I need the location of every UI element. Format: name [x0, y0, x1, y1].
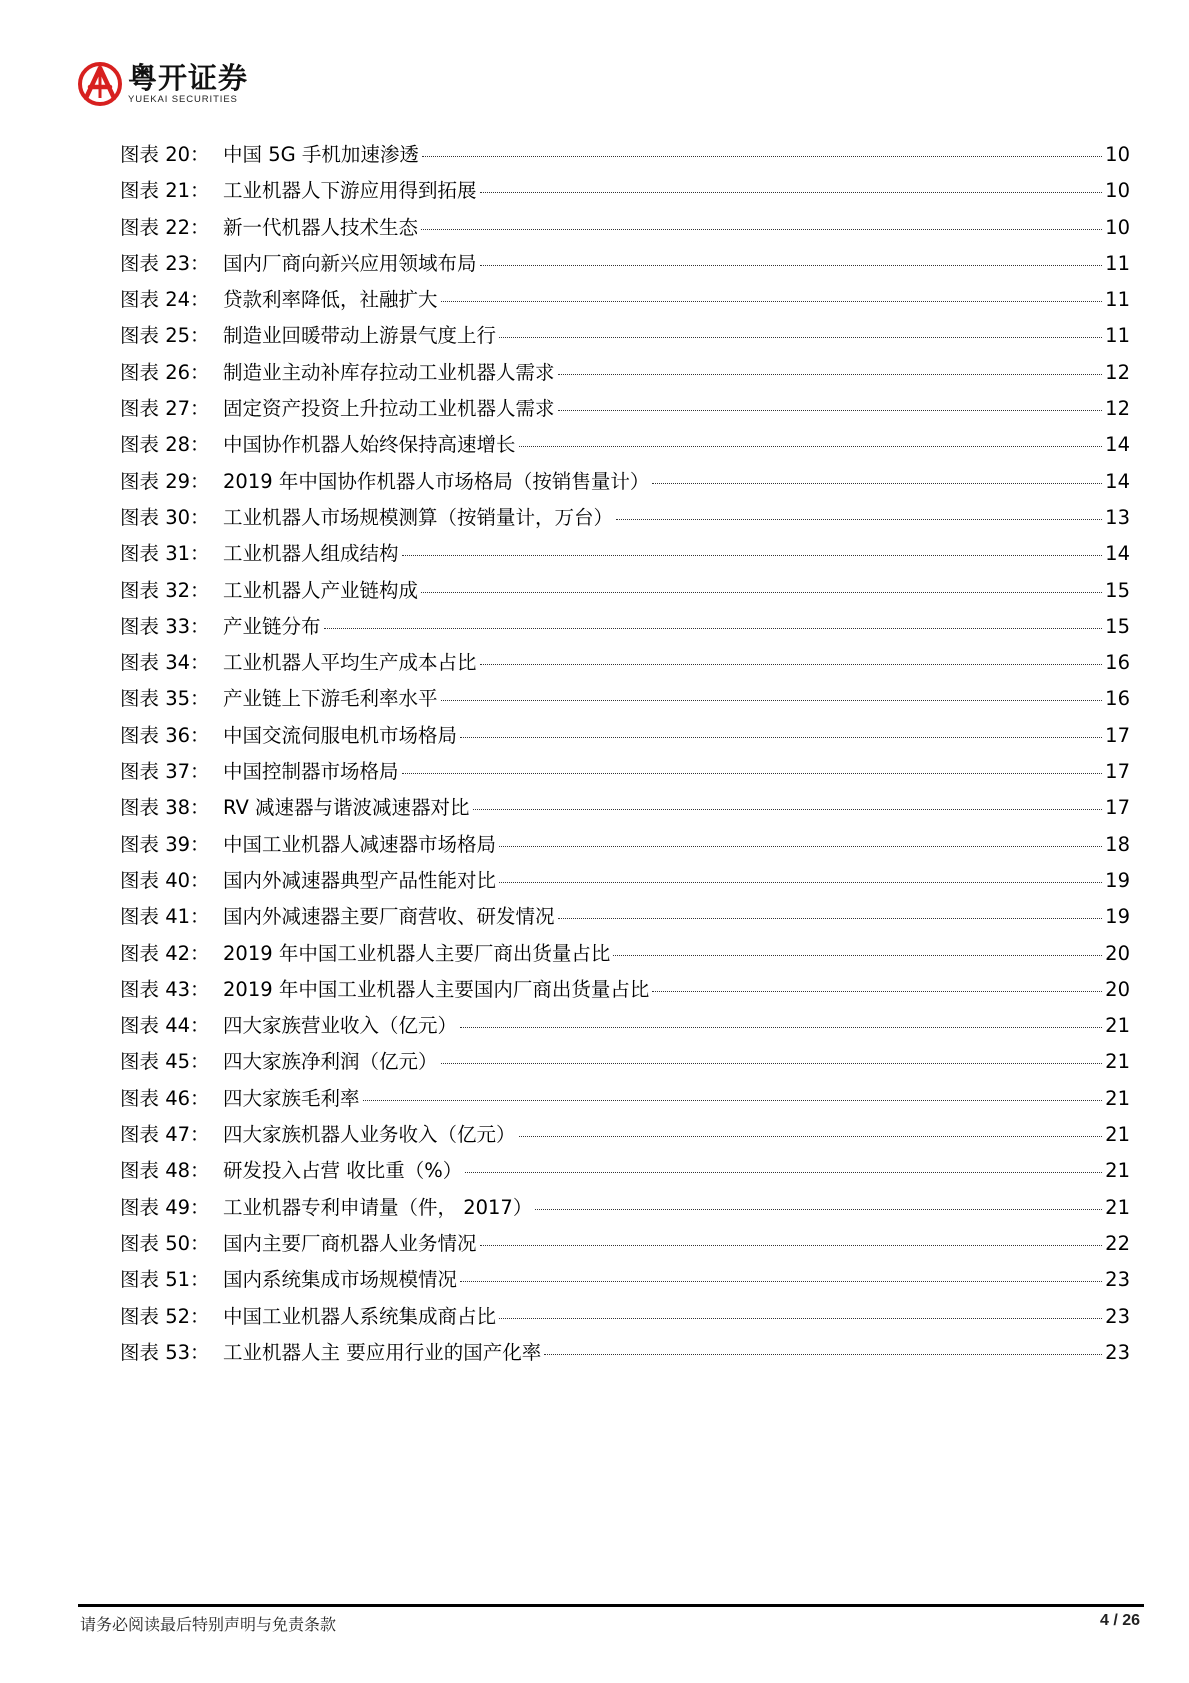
- toc-entry[interactable]: [120, 754, 1130, 790]
- toc-entry-label: 图表 36：: [120, 723, 210, 747]
- company-logo: [78, 60, 248, 108]
- toc-entry-title: 中国工业机器人系统集成商占比: [223, 1304, 497, 1328]
- toc-dot-leader: [558, 410, 1103, 411]
- toc-entry-label: 图表 50：: [120, 1231, 210, 1255]
- toc-dot-leader: [460, 1027, 1102, 1028]
- page-number: 4 / 26: [1099, 1612, 1140, 1629]
- toc-entry-title: 国内主要厂商机器人业务情况: [223, 1231, 477, 1255]
- toc-entry-page: 10: [1105, 143, 1130, 166]
- toc-dot-leader: [499, 882, 1102, 883]
- toc-entry-title: 产业链分布: [223, 614, 321, 638]
- toc-entry[interactable]: [120, 1081, 1130, 1117]
- toc-entry-page: 11: [1105, 288, 1130, 312]
- toc-entry-page: 10: [1105, 179, 1130, 203]
- toc-entry[interactable]: [120, 173, 1130, 209]
- toc-entry-title: 四大家族净利润（亿元）: [223, 1050, 438, 1074]
- toc-entry-title: 研发投入占营 收比重（%）: [223, 1159, 463, 1183]
- toc-entry-label: 图表 23：: [120, 251, 210, 275]
- toc-entry-page: 15: [1105, 578, 1130, 602]
- toc-dot-leader: [499, 1318, 1102, 1319]
- toc-entry-page: 11: [1105, 324, 1130, 348]
- footer-disclaimer: 请务必阅读最后特别声明与免责条款: [80, 1615, 337, 1634]
- toc-entry[interactable]: [120, 318, 1130, 354]
- logo-text: [128, 62, 248, 106]
- toc-dot-leader: [441, 700, 1103, 701]
- toc-entry-title: 固定资产投资上升拉动工业机器人需求: [223, 397, 555, 421]
- toc-entry-label: 图表 22：: [120, 215, 210, 239]
- toc-entry-label: 图表 47：: [120, 1123, 210, 1147]
- toc-dot-leader: [480, 265, 1103, 266]
- toc-dot-leader: [480, 1245, 1103, 1246]
- toc-entry-label: 图表 34：: [120, 651, 210, 675]
- toc-entry[interactable]: [120, 645, 1130, 681]
- toc-entry-title: 国内厂商向新兴应用领域布局: [223, 251, 477, 275]
- yuekai-logo-icon: [78, 62, 122, 106]
- toc-entry-page: 20: [1105, 977, 1130, 1001]
- toc-dot-leader: [324, 628, 1103, 629]
- toc-dot-leader: [616, 519, 1102, 520]
- toc-entry[interactable]: [120, 790, 1130, 826]
- toc-entry-title: 贷款利率降低，社融扩大: [223, 288, 438, 312]
- toc-dot-leader: [465, 1172, 1102, 1173]
- toc-dot-leader: [544, 1354, 1102, 1355]
- toc-dot-leader: [613, 955, 1102, 956]
- toc-entry-page: 17: [1105, 796, 1130, 820]
- toc-entry-title: 工业机器专利申请量（件， 2017）: [223, 1195, 533, 1219]
- toc-entry-label: 图表 28：: [120, 433, 210, 457]
- toc-entry[interactable]: [120, 1008, 1130, 1044]
- footer-divider: [78, 1604, 1144, 1607]
- toc-entry-page: 23: [1105, 1268, 1130, 1292]
- toc-dot-leader: [421, 592, 1102, 593]
- toc-dot-leader: [535, 1209, 1102, 1210]
- toc-entry-page: 14: [1105, 433, 1130, 457]
- toc-entry[interactable]: [120, 609, 1130, 645]
- toc-entry-label: 图表 25：: [120, 324, 210, 348]
- toc-entry[interactable]: [120, 863, 1130, 899]
- toc-entry-page: 19: [1105, 868, 1130, 892]
- toc-entry-title: 国内外减速器主要厂商营收、研发情况: [223, 905, 555, 929]
- toc-entry-label: 图表 43：: [120, 977, 210, 1001]
- toc-entry-page: 22: [1105, 1231, 1130, 1255]
- toc-entry-page: 20: [1105, 941, 1130, 965]
- toc-entry-title: 工业机器人产业链构成: [223, 578, 419, 602]
- toc-dot-leader: [441, 301, 1103, 302]
- toc-entry[interactable]: [120, 1299, 1130, 1335]
- toc-entry-title: 2019 年中国工业机器人主要国内厂商出货量占比: [223, 977, 650, 1001]
- toc-dot-leader: [652, 991, 1102, 992]
- toc-entry-label: 图表 37：: [120, 760, 210, 784]
- toc-entry[interactable]: [120, 1044, 1130, 1080]
- toc-entry-page: 17: [1105, 760, 1130, 784]
- toc-entry[interactable]: [120, 282, 1130, 318]
- toc-entry-label: 图表 45：: [120, 1050, 210, 1074]
- toc-dot-leader: [558, 918, 1103, 919]
- toc-entry[interactable]: [120, 681, 1130, 717]
- toc-entry-label: 图表 42：: [120, 941, 210, 965]
- toc-entry-page: 16: [1105, 651, 1130, 675]
- toc-entry-label: 图表 40：: [120, 868, 210, 892]
- toc-entry-page: 21: [1105, 1159, 1130, 1183]
- toc-entry-label: 图表 52：: [120, 1304, 210, 1328]
- toc-entry-title: 制造业主动补库存拉动工业机器人需求: [223, 360, 555, 384]
- toc-entry[interactable]: [120, 827, 1130, 863]
- toc-entry[interactable]: [120, 573, 1130, 609]
- toc-entry-page: 23: [1105, 1304, 1130, 1328]
- toc-entry[interactable]: [120, 210, 1130, 246]
- toc-entry-title: 中国交流伺服电机市场格局: [223, 723, 458, 747]
- toc-entry[interactable]: [120, 1117, 1130, 1153]
- toc-entry[interactable]: [120, 427, 1130, 463]
- toc-entry-page: 21: [1105, 1086, 1130, 1110]
- toc-entry-label: 图表 46：: [120, 1086, 210, 1110]
- toc-entry-label: 图表 20：: [120, 143, 210, 166]
- toc-dot-leader: [652, 483, 1102, 484]
- toc-entry-title: 国内外减速器典型产品性能对比: [223, 868, 497, 892]
- toc-entry-page: 15: [1105, 614, 1130, 638]
- toc-entry-title: 中国 5G 手机加速渗透: [223, 143, 419, 166]
- brand-name-cn: 粤开证券: [128, 61, 249, 95]
- toc-entry-page: 14: [1105, 469, 1130, 493]
- toc-entry-title: 中国工业机器人减速器市场格局: [223, 832, 497, 856]
- toc-dot-leader: [441, 1063, 1103, 1064]
- toc-entry-label: 图表 33：: [120, 614, 210, 638]
- toc-entry[interactable]: [120, 500, 1130, 536]
- toc-entry-title: 工业机器人平均生产成本占比: [223, 651, 477, 675]
- toc-entry-label: 图表 51：: [120, 1268, 210, 1292]
- toc-entry-label: 图表 29：: [120, 469, 210, 493]
- toc-entry-label: 图表 30：: [120, 505, 210, 529]
- toc-entry-title: 工业机器人组成结构: [223, 542, 399, 566]
- toc-entry-title: 制造业回暖带动上游景气度上行: [223, 324, 497, 348]
- toc-entry-label: 图表 38：: [120, 796, 210, 820]
- toc-entry-title: 国内系统集成市场规模情况: [223, 1268, 458, 1292]
- toc-entry-page: 18: [1105, 832, 1130, 856]
- toc-dot-leader: [499, 337, 1102, 338]
- toc-entry-label: 图表 26：: [120, 360, 210, 384]
- toc-entry-page: 14: [1105, 542, 1130, 566]
- toc-dot-leader: [519, 446, 1103, 447]
- toc-dot-leader: [460, 1281, 1102, 1282]
- toc-entry-title: 中国协作机器人始终保持高速增长: [223, 433, 516, 457]
- toc-entry-page: 21: [1105, 1050, 1130, 1074]
- toc-entry-page: 10: [1105, 215, 1130, 239]
- toc-entry-label: 图表 44：: [120, 1014, 210, 1038]
- toc-entry-page: 16: [1105, 687, 1130, 711]
- toc-entry-page: 12: [1105, 360, 1130, 384]
- toc-entry-page: 11: [1105, 251, 1130, 275]
- toc-entry[interactable]: [120, 137, 1130, 173]
- toc-entry-page: 19: [1105, 905, 1130, 929]
- toc-entry-title: 2019 年中国工业机器人主要厂商出货量占比: [223, 941, 611, 965]
- toc-entry[interactable]: [120, 1262, 1130, 1298]
- toc-entry-title: RV 减速器与谐波减速器对比: [223, 796, 470, 820]
- toc-entry-label: 图表 24：: [120, 288, 210, 312]
- toc-dot-leader: [363, 1100, 1103, 1101]
- toc-entry-page: 23: [1105, 1340, 1130, 1364]
- toc-entry-title: 中国控制器市场格局: [223, 760, 399, 784]
- toc-entry-label: 图表 35：: [120, 687, 210, 711]
- toc-entry-label: 图表 41：: [120, 905, 210, 929]
- toc-entry-label: 图表 21：: [120, 179, 210, 203]
- toc-entry[interactable]: [120, 391, 1130, 427]
- toc-dot-leader: [402, 773, 1103, 774]
- toc-dot-leader: [480, 192, 1103, 193]
- toc-entry[interactable]: [120, 1226, 1130, 1262]
- toc-entry[interactable]: [120, 718, 1130, 754]
- toc-entry[interactable]: [120, 972, 1130, 1008]
- toc-entry-label: 图表 53：: [120, 1340, 210, 1364]
- toc-entry-page: 17: [1105, 723, 1130, 747]
- toc-entry-label: 图表 39：: [120, 832, 210, 856]
- toc-entry-title: 新一代机器人技术生态: [223, 215, 419, 239]
- toc-entry-title: 工业机器人市场规模测算（按销量计，万台）: [223, 505, 614, 529]
- toc-dot-leader: [473, 809, 1103, 810]
- toc-dot-leader: [499, 846, 1102, 847]
- toc-entry[interactable]: [120, 355, 1130, 391]
- toc-entry[interactable]: [120, 464, 1130, 500]
- toc-entry[interactable]: [120, 1153, 1130, 1189]
- toc-entry-title: 2019 年中国协作机器人市场格局（按销售量计）: [223, 469, 650, 493]
- toc-dot-leader: [421, 229, 1102, 230]
- toc-dot-leader: [558, 374, 1103, 375]
- toc-entry-title: 工业机器人主 要应用行业的国产化率: [223, 1340, 542, 1364]
- toc-entry-title: 四大家族毛利率: [223, 1086, 360, 1110]
- toc-entry-label: 图表 48：: [120, 1159, 210, 1183]
- toc-dot-leader: [402, 555, 1103, 556]
- toc-entry-page: 12: [1105, 397, 1130, 421]
- brand-name-en: YUEKAI SECURITIES: [128, 94, 238, 105]
- figure-table-of-contents: [120, 137, 1130, 1371]
- toc-entry-title: 四大家族机器人业务收入（亿元）: [223, 1123, 516, 1147]
- toc-entry-label: 图表 27：: [120, 397, 210, 421]
- toc-dot-leader: [480, 664, 1103, 665]
- toc-entry-page: 21: [1105, 1014, 1130, 1038]
- toc-entry-label: 图表 31：: [120, 542, 210, 566]
- toc-entry-page: 21: [1105, 1195, 1130, 1219]
- toc-entry[interactable]: [120, 1335, 1130, 1371]
- toc-entry-title: 工业机器人下游应用得到拓展: [223, 179, 477, 203]
- toc-entry-title: 产业链上下游毛利率水平: [223, 687, 438, 711]
- toc-entry[interactable]: [120, 899, 1130, 935]
- toc-entry[interactable]: [120, 1190, 1130, 1226]
- toc-entry-title: 四大家族营业收入（亿元）: [223, 1014, 458, 1038]
- toc-entry[interactable]: [120, 536, 1130, 572]
- toc-dot-leader: [460, 737, 1102, 738]
- toc-entry-page: 13: [1105, 505, 1130, 529]
- toc-entry-label: 图表 32：: [120, 578, 210, 602]
- toc-entry[interactable]: [120, 246, 1130, 282]
- toc-entry[interactable]: [120, 936, 1130, 972]
- toc-entry-label: 图表 49：: [120, 1195, 210, 1219]
- toc-dot-leader: [519, 1136, 1103, 1137]
- toc-dot-leader: [422, 156, 1102, 157]
- toc-entry-page: 21: [1105, 1123, 1130, 1147]
